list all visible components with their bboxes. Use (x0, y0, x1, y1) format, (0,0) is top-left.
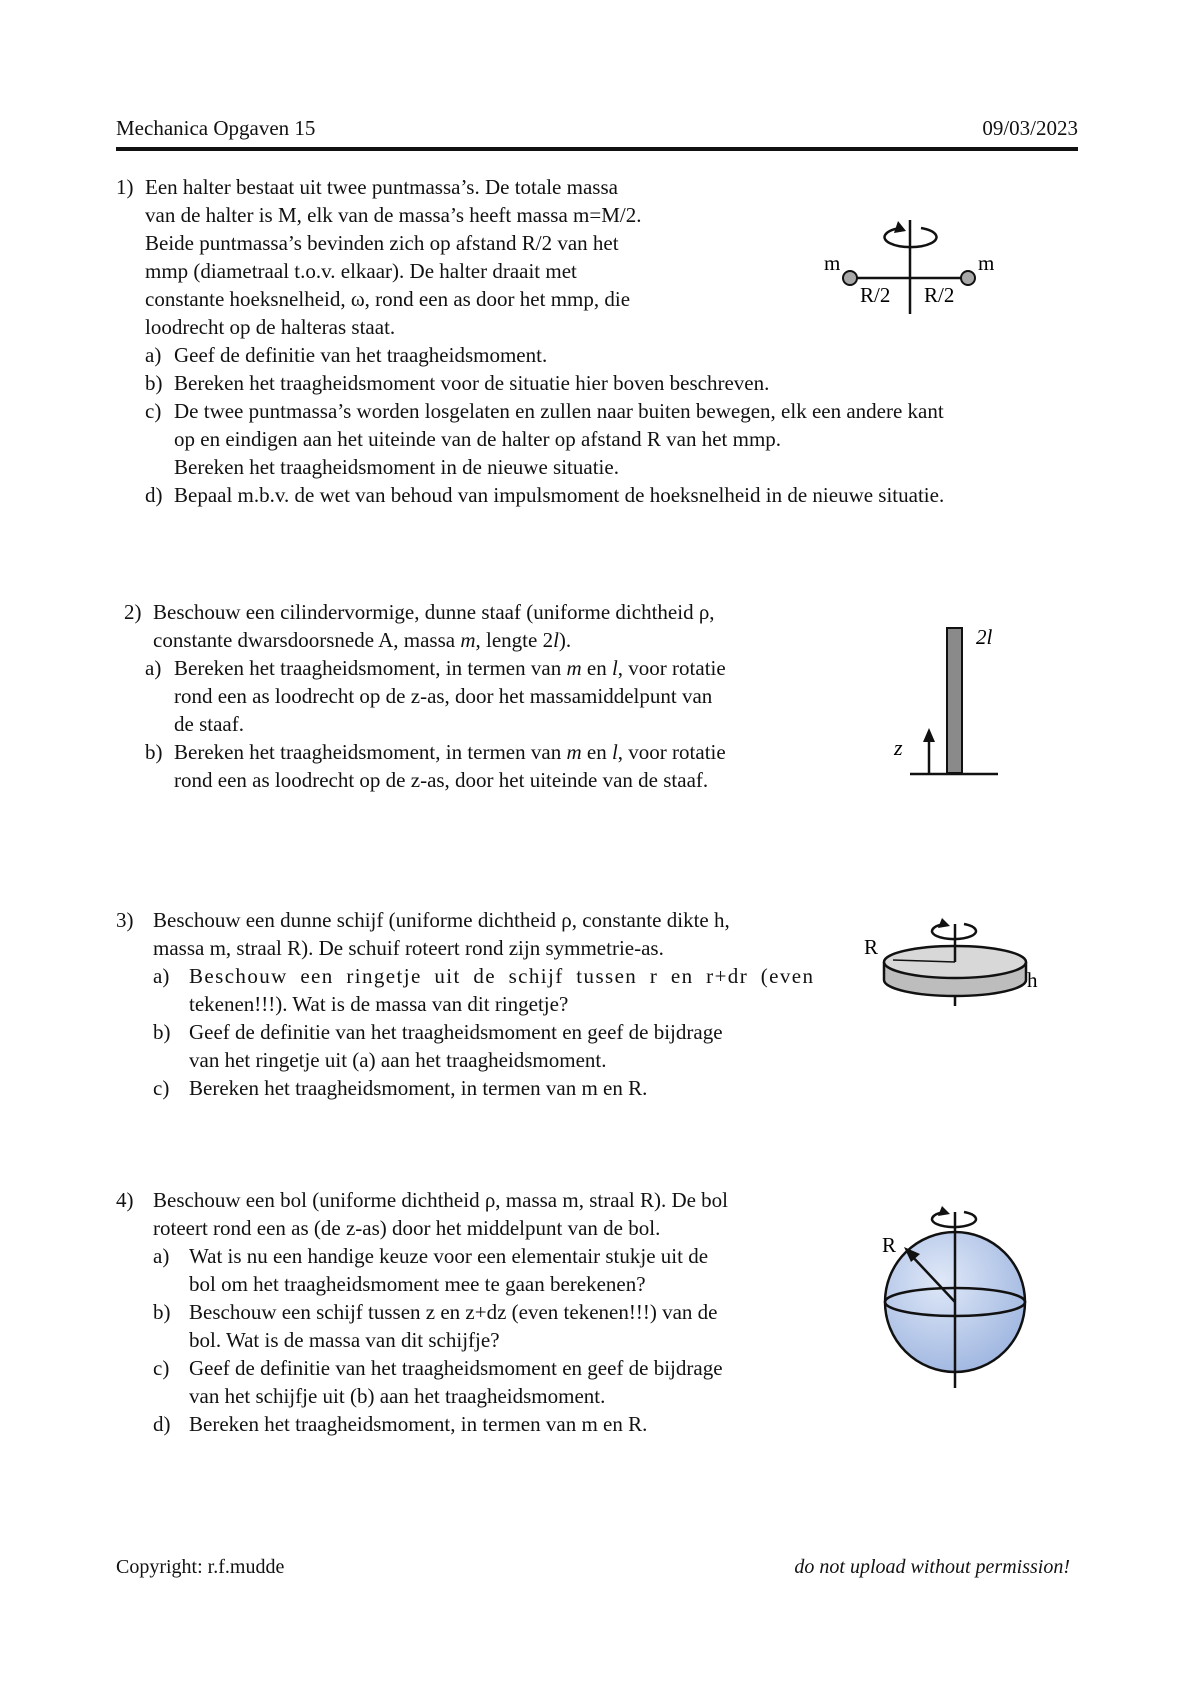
q1-intro-line: loodrecht op de halteras staat. (145, 315, 396, 339)
q1-intro-line: van de halter is M, elk van de massa’s heeft massa m=M/2. (145, 203, 642, 227)
q4-part-c (116, 1354, 728, 1382)
question-2 (124, 598, 726, 794)
q2-intro-line (124, 626, 726, 654)
q1-part-b (116, 369, 944, 397)
part-label: d) (153, 1412, 171, 1436)
q1-part-c-line: Bereken het traagheidsmoment in de nieuwe situatie. (174, 455, 619, 479)
part-text: Geef de definitie van het traagheidsmoment en geef de bijdrage (189, 1020, 723, 1044)
variable-l: l (553, 628, 559, 652)
q3-intro-line: massa m, straal R). De schuif roteert rond zijn symmetrie-as. (153, 936, 664, 960)
part-text: Beschouw een schijf tussen z en z+dz (even tekenen!!!) van de (189, 1300, 718, 1324)
disk-figure (860, 910, 1050, 1010)
q4-intro-line: roteert rond een as (de z-as) door het middelpunt van de bol. (153, 1216, 661, 1240)
mass-label-right: m (978, 251, 995, 275)
rod-length-label: 2l (976, 625, 993, 649)
q3-part-a-line: tekenen!!!). Wat is de massa van dit ringetje? (189, 992, 569, 1016)
q2-text: constante dwarsdoorsnede A, massa (153, 628, 461, 652)
point-mass-right (961, 271, 975, 285)
q3-part-c (116, 1074, 814, 1102)
mass-label-left: m (824, 251, 841, 275)
part-label: c) (153, 1076, 170, 1100)
part-text: Bereken het traagheidsmoment voor de situatie hier boven beschreven. (174, 371, 770, 395)
q4-part-b-line: bol. Wat is de massa van dit schijfje? (189, 1328, 500, 1352)
q3-number: 3) (116, 908, 134, 932)
q2-text: , lengte 2 (475, 628, 554, 652)
part-text: Bereken het traagheidsmoment, in termen van (174, 656, 567, 680)
dumbbell-figure (820, 218, 1000, 318)
part-text: , voor rotatie (617, 656, 726, 680)
document-date: 09/03/2023 (982, 116, 1078, 140)
part-label: b) (153, 1300, 171, 1324)
part-label: b) (145, 371, 163, 395)
q1-text: Een halter bestaat uit twee puntmassa’s. De totale massa (145, 175, 618, 199)
q1-intro-line (116, 173, 944, 201)
q1-part-c-line: op en eindigen aan het uiteinde van de halter op afstand R van het mmp. (174, 427, 782, 451)
q1-intro-line: mmp (diametraal t.o.v. elkaar). De halter draait met (145, 259, 577, 283)
q4-text: Beschouw een bol (uniforme dichtheid ρ, massa m, straal R). De bol (153, 1188, 729, 1212)
part-text: en (581, 656, 612, 680)
q3-text: Beschouw een dunne schijf (uniforme dichtheid ρ, constante dikte h, (153, 908, 730, 932)
variable-l: l (611, 656, 618, 680)
distance-label-right: R/2 (924, 283, 955, 307)
part-label: c) (145, 399, 162, 423)
q2-part-a-line: rond een as loodrecht op de z-as, door het massamiddelpunt van (174, 684, 713, 708)
q1-part-d (116, 481, 944, 509)
radius-label: R (864, 935, 879, 959)
thickness-label: h (1027, 968, 1038, 992)
z-axis-label: z (894, 735, 903, 760)
part-label: b) (145, 740, 163, 764)
part-label: a) (153, 964, 170, 988)
q3-part-b-line: van het ringetje uit (a) aan het traagheidsmoment. (189, 1048, 607, 1072)
part-text: Beschouw een ringetje uit de schijf tussen r en r+dr (even (189, 964, 815, 988)
part-label: a) (145, 656, 162, 680)
part-text: De twee puntmassa’s worden losgelaten en zullen naar buiten bewegen, elk een andere kant (174, 399, 944, 423)
q4-part-b (116, 1298, 728, 1326)
q4-intro-line (116, 1186, 728, 1214)
q3-intro-line (116, 906, 814, 934)
q4-number: 4) (116, 1188, 134, 1212)
part-text: , voor rotatie (617, 740, 726, 764)
variable-m: m (566, 656, 582, 680)
rod-figure (880, 618, 1010, 783)
part-label: a) (153, 1244, 170, 1268)
part-text: Geef de definitie van het traagheidsmoment en geef de bijdrage (189, 1356, 723, 1380)
part-text: Geef de definitie van het traagheidsmoment. (174, 343, 548, 367)
q2-part-b-line: rond een as loodrecht op de z-as, door het uiteinde van de staaf. (174, 768, 709, 792)
variable-l: l (611, 740, 618, 764)
question-3 (116, 906, 814, 1102)
part-text: Bereken het traagheidsmoment, in termen van (174, 740, 567, 764)
q2-intro-line (124, 598, 726, 626)
q1-part-c (116, 397, 944, 425)
part-label: d) (145, 483, 163, 507)
point-mass-left (843, 271, 857, 285)
q2-text: Beschouw een cilindervormige, dunne staaf (uniforme dichtheid ρ, (153, 600, 715, 624)
part-label: b) (153, 1020, 171, 1044)
header-rule (116, 147, 1078, 151)
part-text: Bepaal m.b.v. de wet van behoud van impulsmoment de hoeksnelheid in de nieuwe situatie. (174, 483, 945, 507)
q2-part-a (124, 654, 726, 682)
page-header (116, 116, 1078, 150)
variable-m: m (460, 628, 476, 652)
part-text: en (581, 740, 612, 764)
q4-part-c-line: van het schijfje uit (b) aan het traagheidsmoment. (189, 1384, 606, 1408)
q2-part-b (124, 738, 726, 766)
part-label: a) (145, 343, 162, 367)
q1-intro-line: Beide puntmassa’s bevinden zich op afstand R/2 van het (145, 231, 619, 255)
copyright: Copyright: r.f.mudde (116, 1556, 285, 1578)
part-label: c) (153, 1356, 170, 1380)
q2-text: ). (558, 628, 572, 652)
q3-part-b (116, 1018, 814, 1046)
question-4 (116, 1186, 728, 1438)
upload-notice: do not upload without permission! (794, 1556, 1070, 1578)
rod (947, 628, 962, 773)
radius-label: R (882, 1233, 897, 1257)
q4-part-a (116, 1242, 728, 1270)
variable-m: m (566, 740, 582, 764)
part-text: Bereken het traagheidsmoment, in termen van m en R. (189, 1412, 648, 1436)
q2-part-a-line: de staaf. (174, 712, 244, 736)
part-text: Bereken het traagheidsmoment, in termen van m en R. (189, 1076, 648, 1100)
q1-intro-line: constante hoeksnelheid, ω, rond een as door het mmp, die (145, 287, 631, 311)
q1-number: 1) (116, 175, 134, 199)
part-text: Wat is nu een handige keuze voor een elementair stukje uit de (189, 1244, 709, 1268)
q1-part-a (116, 341, 944, 369)
sphere-figure (870, 1190, 1040, 1390)
q2-number: 2) (124, 600, 142, 624)
document-title: Mechanica Opgaven 15 (116, 116, 316, 140)
q3-part-a (116, 962, 814, 990)
distance-label-left: R/2 (860, 283, 891, 307)
q4-part-a-line: bol om het traagheidsmoment mee te gaan berekenen? (189, 1272, 646, 1296)
z-axis-arrow-head-icon (923, 728, 935, 742)
q4-part-d (116, 1410, 728, 1438)
